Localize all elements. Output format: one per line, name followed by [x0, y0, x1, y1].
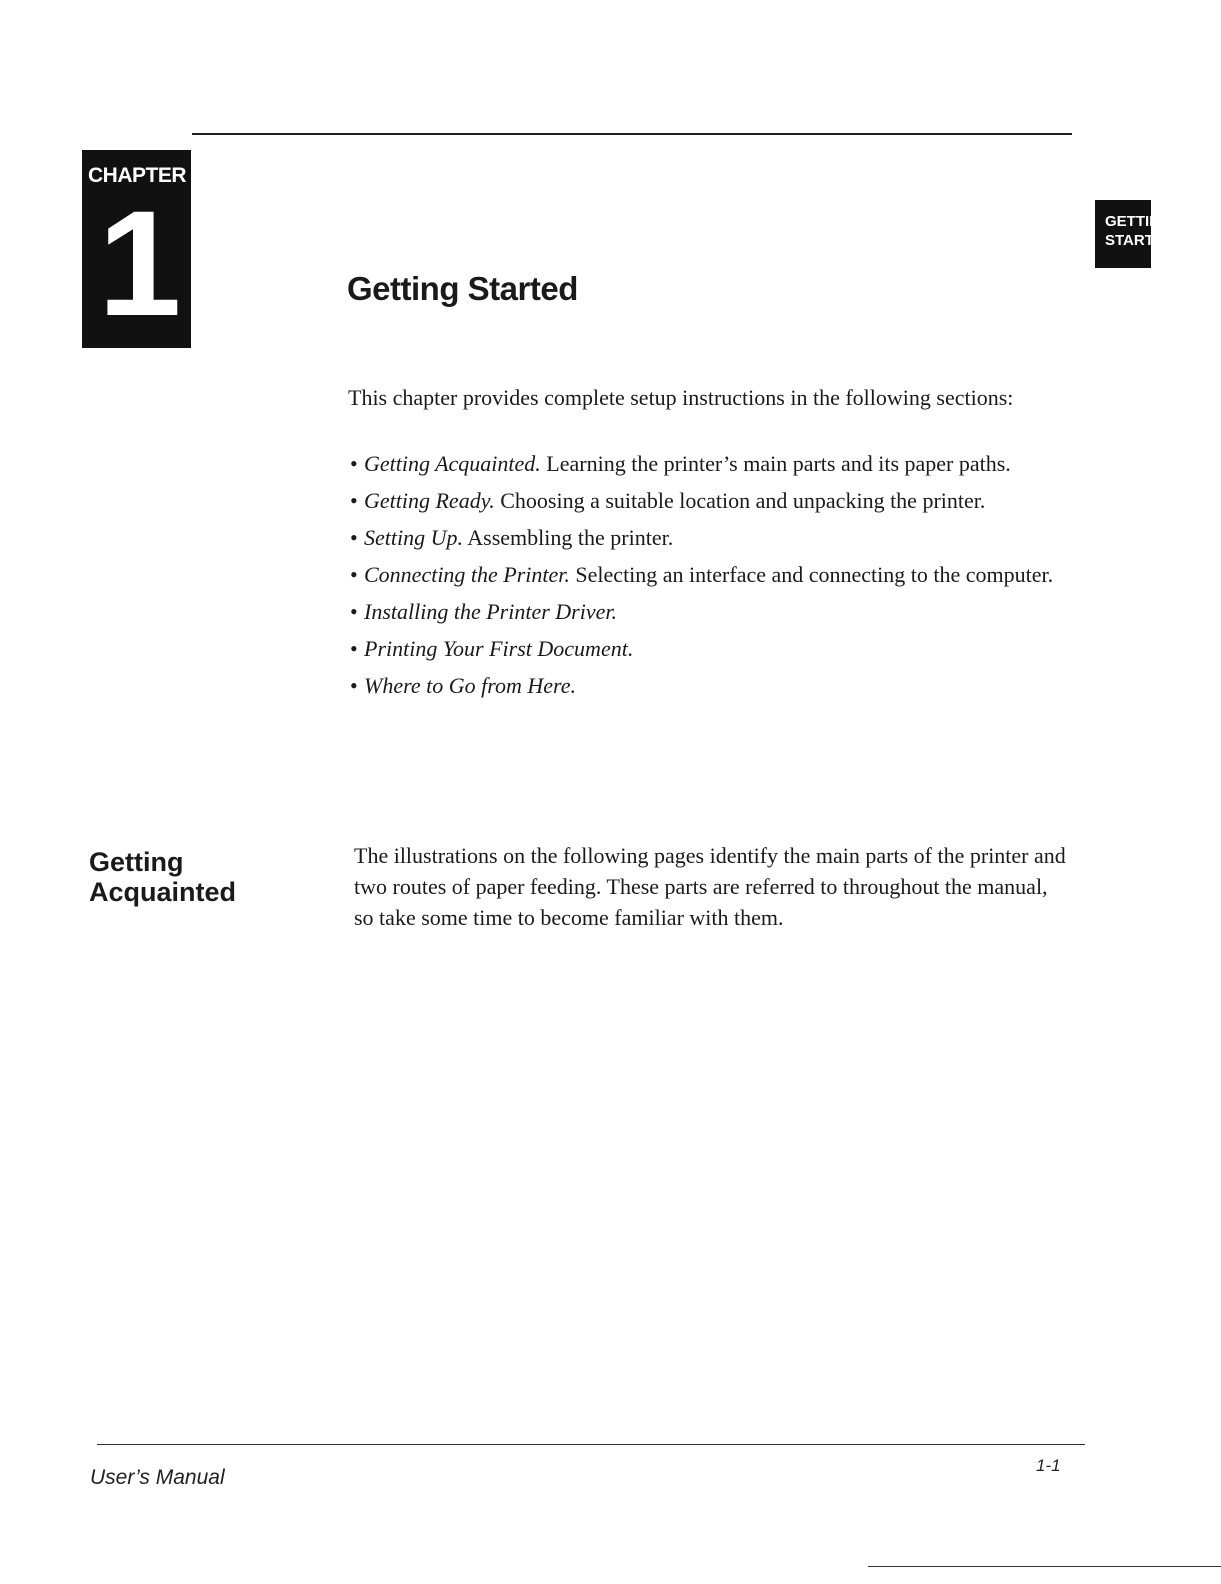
- thumb-tab-line-2: STARTED: [1105, 232, 1175, 249]
- section-desc: Selecting an interface and connecting to the computer.: [569, 562, 1054, 587]
- footer-rule: [97, 1444, 1085, 1445]
- section-desc: Assembling the printer.: [463, 525, 674, 550]
- list-item: [350, 523, 1080, 552]
- section-title: Getting Ready.: [364, 488, 495, 513]
- section-thumb-tab: [1095, 200, 1175, 268]
- heading-line-2: Acquainted: [89, 877, 237, 907]
- chapter-label: CHAPTER: [88, 164, 187, 187]
- section-title: Connecting the Printer.: [364, 562, 570, 587]
- footer-page-number: 1-1: [1036, 1456, 1061, 1475]
- footer-manual-title: User’s Manual: [90, 1466, 225, 1489]
- top-rule: [192, 133, 1072, 135]
- section-heading-getting-acquainted: [89, 847, 236, 907]
- section-title: Setting Up.: [364, 525, 463, 550]
- section-desc: Learning the printer’s main parts and its paper paths.: [540, 451, 1011, 476]
- corner-rule: [868, 1566, 1221, 1567]
- section-title: Where to Go from Here.: [364, 673, 577, 698]
- list-item: [350, 560, 1080, 589]
- list-item: [350, 634, 1080, 663]
- intro-paragraph: This chapter provides complete setup instructions in the following sections:: [348, 385, 1014, 410]
- section-title: Installing the Printer Driver.: [364, 599, 617, 624]
- heading-line-1: Getting: [89, 847, 184, 877]
- list-item: [350, 671, 1080, 700]
- chapter-title: Getting Started: [347, 270, 578, 307]
- section-title: Getting Acquainted.: [364, 451, 541, 476]
- list-item: [350, 486, 1080, 515]
- section-title: Printing Your First Document.: [364, 636, 634, 661]
- chapter-number: 1: [98, 179, 182, 347]
- getting-acquainted-paragraph: The illustrations on the following pages identify the main parts of the printer and two routes of paper feeding. These parts are referred to throughout the manual, so take some time to become familiar with them.: [354, 843, 1066, 930]
- chapter-badge: [82, 150, 191, 348]
- sections-list: [350, 449, 1080, 708]
- list-item: [350, 597, 1080, 626]
- section-desc: Choosing a suitable location and unpacking the printer.: [494, 488, 986, 513]
- thumb-tab-line-1: GETTING: [1105, 213, 1172, 230]
- list-item: [350, 449, 1080, 478]
